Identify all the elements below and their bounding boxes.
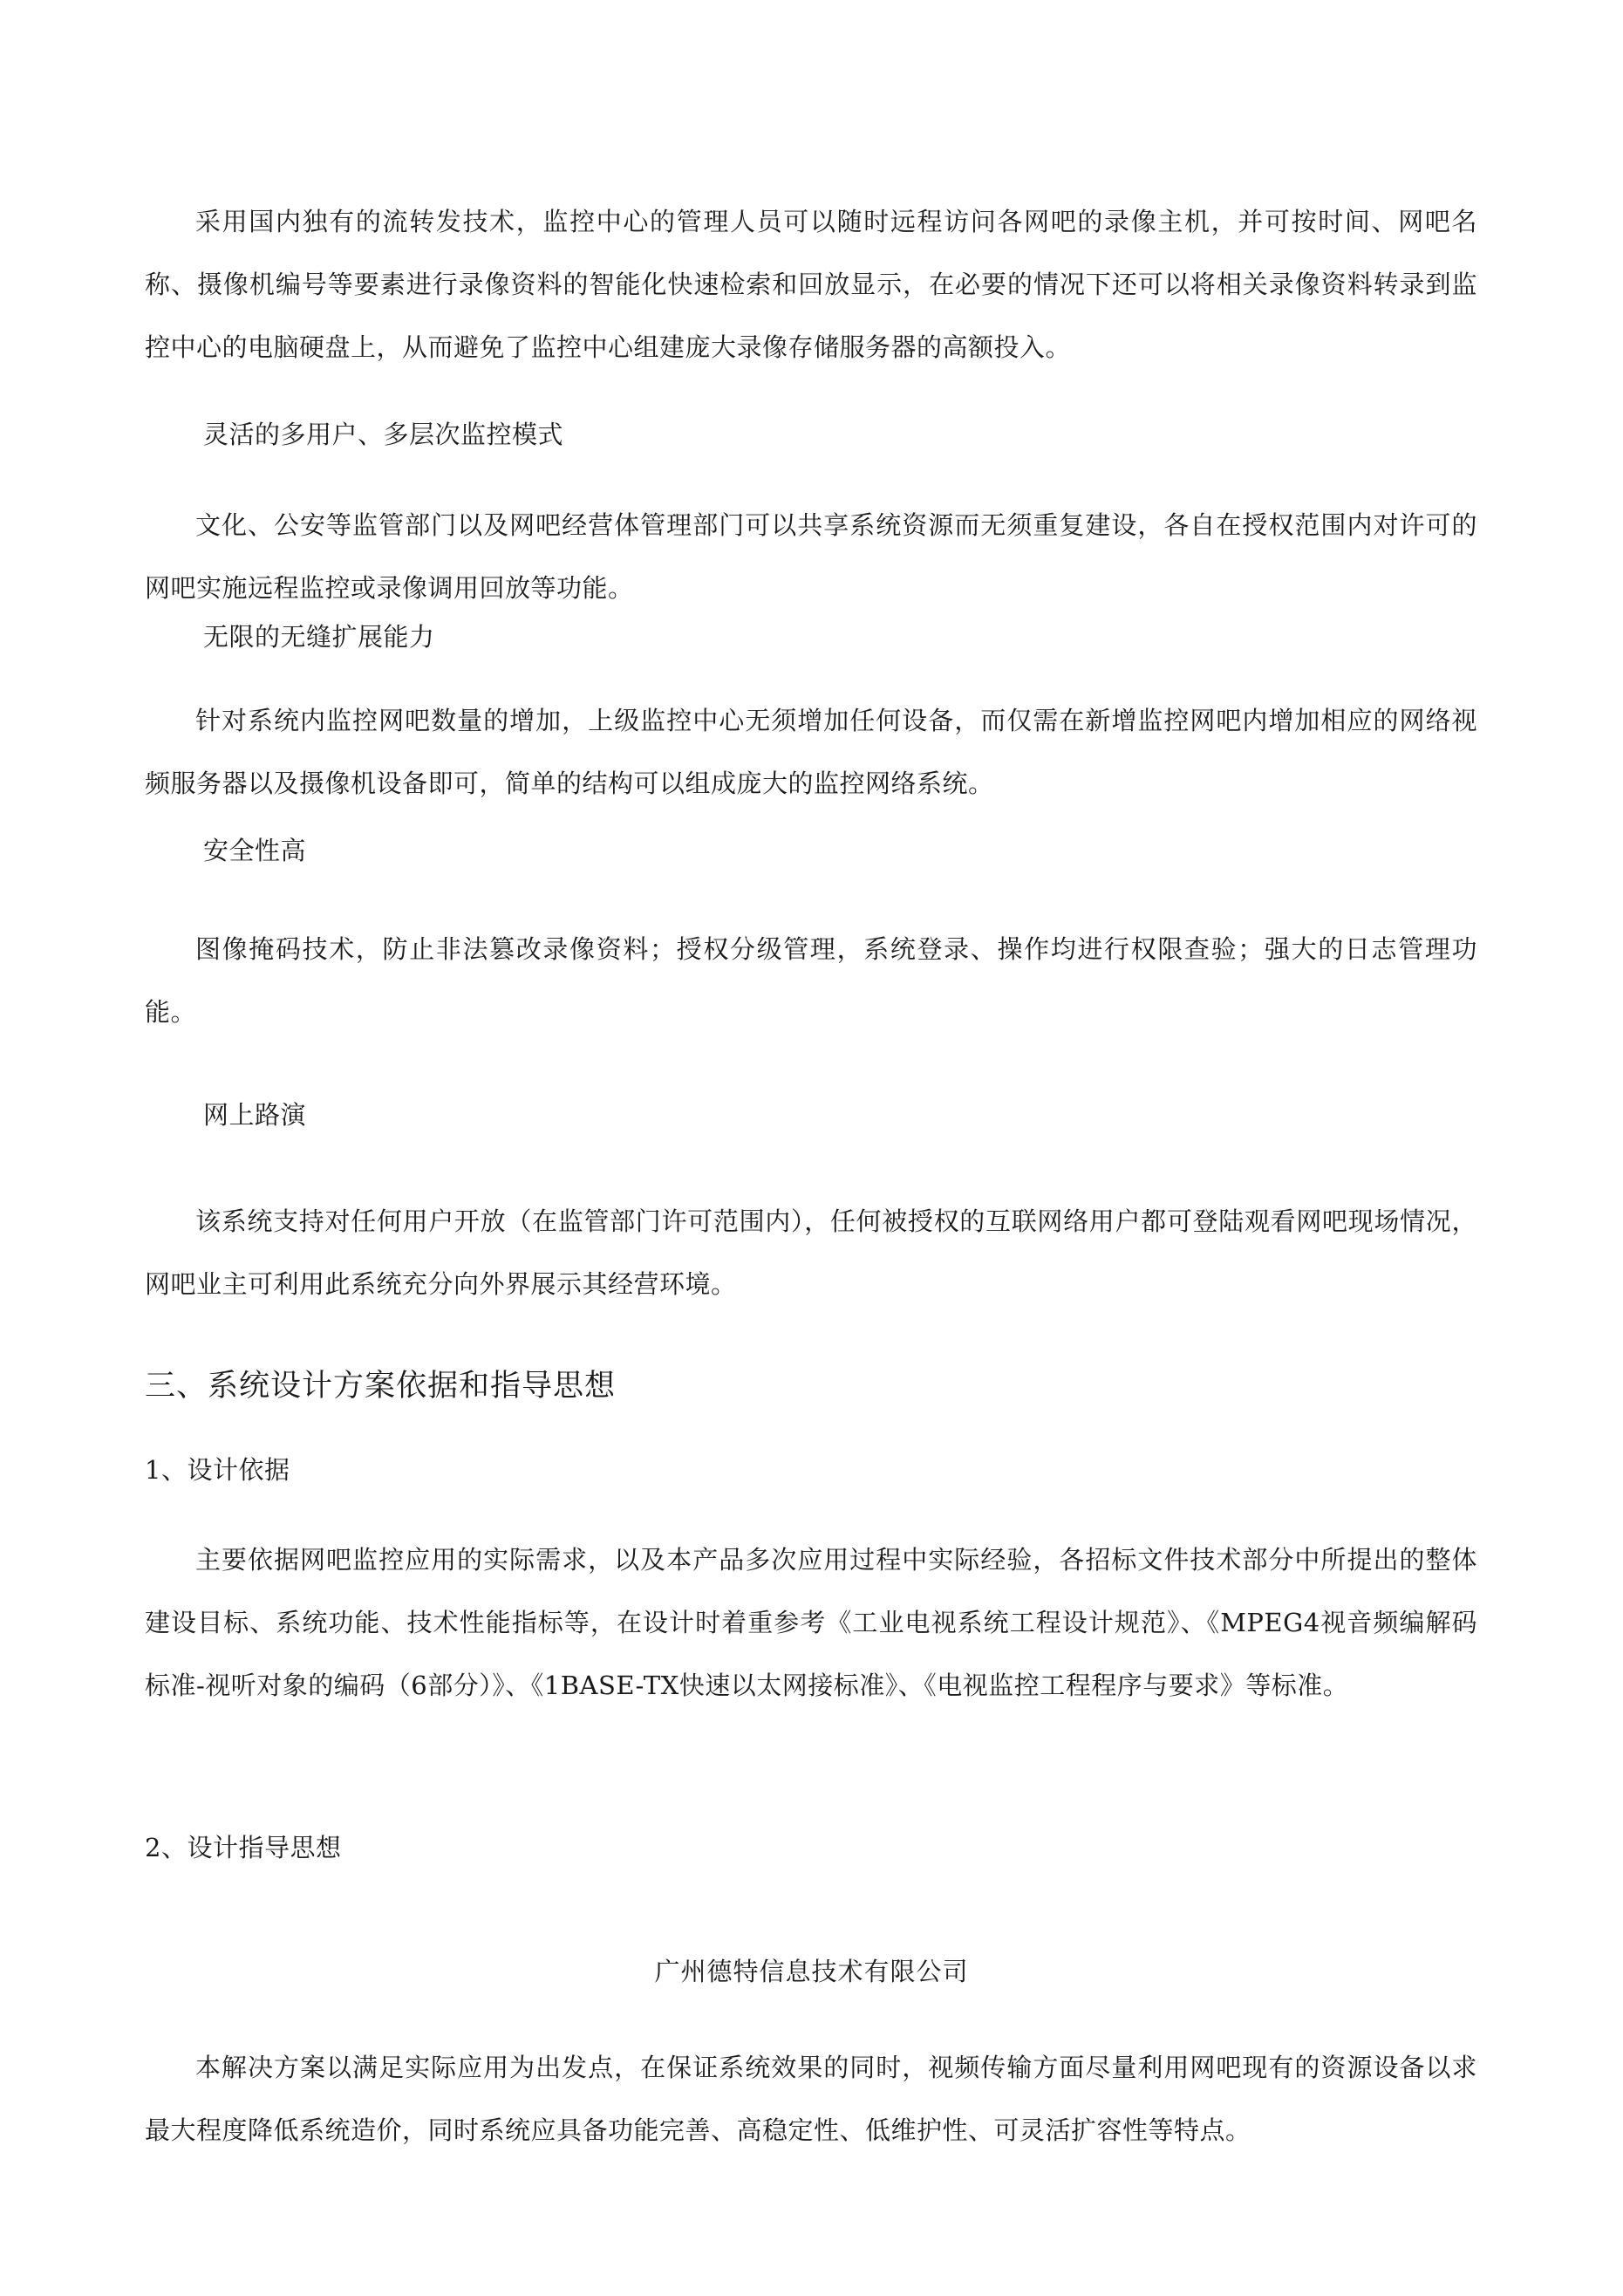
company-name: 广州德特信息技术有限公司 bbox=[654, 1957, 969, 1986]
paragraph-stream-forwarding: 采用国内独有的流转发技术，监控中心的管理人员可以随时远程访问各网吧的录像主机，并可按时间、网吧名称、摄像机编号等要素进行录像资料的智能化快速检索和回放显示，在必要的情况下还可以将相关录像资料转录到监控中心的电脑硬盘上，从而避免了监控中心组建庞大录像存储服务器的高额投入。 bbox=[145, 207, 1477, 362]
paragraph-design-basis: 主要依据网吧监控应用的实际需求，以及本产品多次应用过程中实际经验，各招标文件技术部分中所提出的整体建设目标、系统功能、技术性能指标等，在设计时着重参考《工业电视系统工程设计规范》、《MPEG4视音频编解码标准-视听对象的编码（6部分）》、《1BASE-TX快速以太网接标准》、《电视监控工程程序与要求》等标准。 bbox=[145, 1545, 1477, 1700]
item-design-guideline: 2、设计指导思想 bbox=[145, 1833, 342, 1862]
subheading-security: 安全性高 bbox=[203, 836, 307, 865]
paragraph-online-showcase: 该系统支持对任何用户开放（在监管部门许可范围内），任何被授权的互联网络用户都可登陆观看网吧现场情况，网吧业主可利用此系统充分向外界展示其经营环境。 bbox=[145, 1206, 1477, 1299]
section-heading-design-basis: 三、系统设计方案依据和指导思想 bbox=[145, 1369, 617, 1404]
subheading-online-showcase: 网上路演 bbox=[203, 1100, 307, 1130]
paragraph-security: 图像掩码技术，防止非法篡改录像资料；授权分级管理，系统登录、操作均进行权限查验；强大的日志管理功能。 bbox=[145, 934, 1477, 1027]
item-design-basis: 1、设计依据 bbox=[145, 1455, 290, 1485]
subheading-seamless-expansion: 无限的无缝扩展能力 bbox=[203, 622, 435, 652]
paragraph-shared-resources: 文化、公安等监管部门以及网吧经营体管理部门可以共享系统资源而无须重复建设，各自在授权范围内对许可的网吧实施远程监控或录像调用回放等功能。 bbox=[145, 510, 1477, 603]
paragraph-expansion: 针对系统内监控网吧数量的增加，上级监控中心无须增加任何设备，而仅需在新增监控网吧内增加相应的网络视频服务器以及摄像机设备即可，简单的结构可以组成庞大的监控网络系统。 bbox=[145, 706, 1477, 798]
paragraph-design-guideline: 本解决方案以满足实际应用为出发点，在保证系统效果的同时，视频传输方面尽量利用网吧现有的资源设备以求最大程度降低系统造价，同时系统应具备功能完善、高稳定性、低维护性、可灵活扩容性等特点。 bbox=[145, 2053, 1477, 2145]
subheading-multi-user-mode: 灵活的多用户、多层次监控模式 bbox=[203, 420, 564, 449]
